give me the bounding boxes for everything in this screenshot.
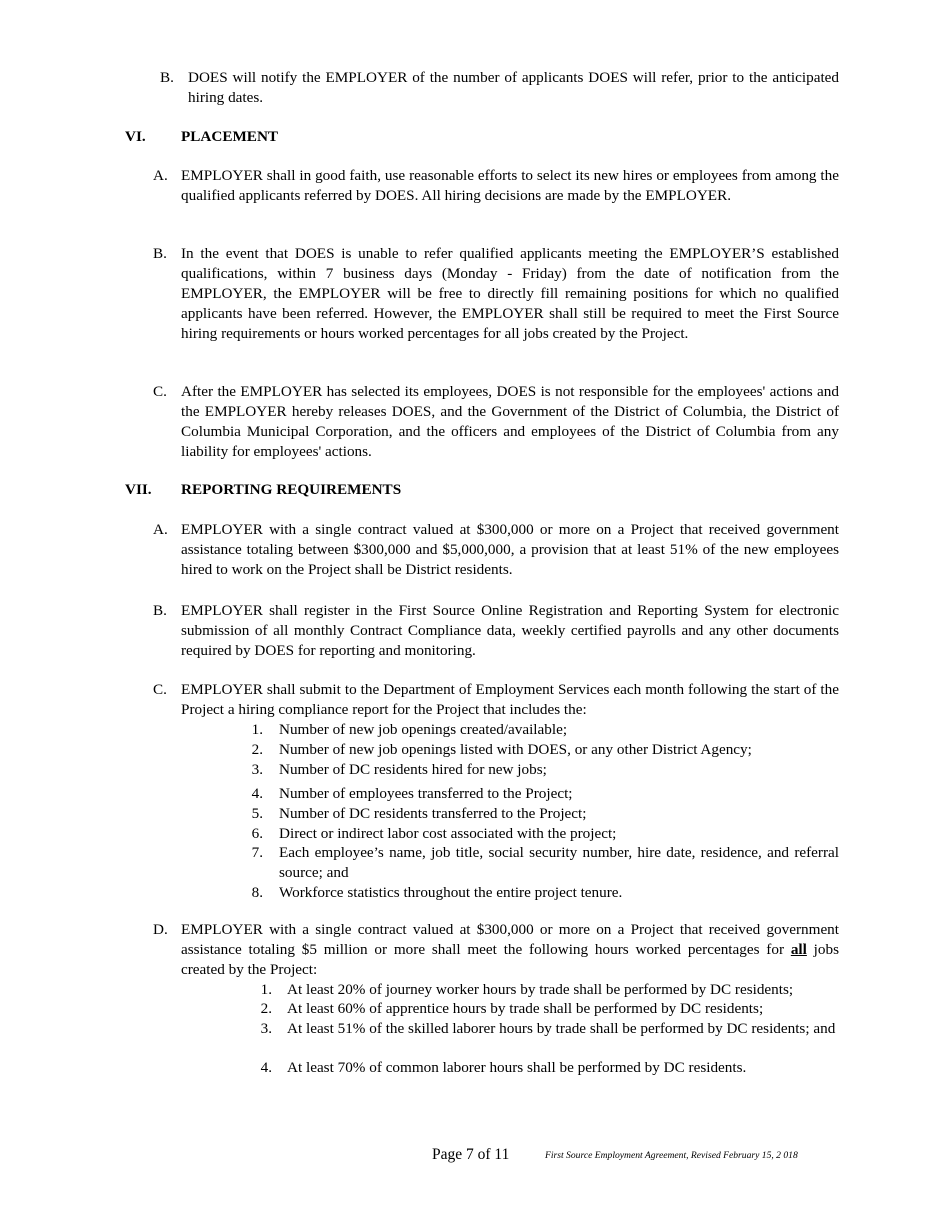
list-marker: 5. xyxy=(251,805,263,822)
list-item-text: EMPLOYER with a single contract valued at $300,000 or more on a Project that received government assistance totaling between $300,000 and $5,000,000, a provision that at least 51% of the new employees hired to work on the Project shall be District residents. xyxy=(181,521,839,578)
list-item-text: Number of employees transferred to the Project; xyxy=(279,785,573,802)
list-item-text: After the EMPLOYER has selected its employees, DOES is not responsible for the employees' actions and the EMPLOYER hereby releases DOES, and the Government of the District of Columbia, the District of Columbia Municipal Corporation, and the officers and employees of the District of Columbia from any liability for employees' actions. xyxy=(181,383,839,460)
list-item-text: Number of new job openings created/available; xyxy=(279,721,568,738)
list-item-text: Number of DC residents hired for new jobs; xyxy=(279,761,547,778)
list-marker: C. xyxy=(153,681,167,698)
list-marker: 8. xyxy=(251,884,263,901)
text-segment: jobs created by the Project: xyxy=(181,941,839,978)
list-marker: 3. xyxy=(251,761,263,778)
list-item-text: DOES will notify the EMPLOYER of the number of applicants DOES will refer, prior to the anticipated hiring dates. xyxy=(188,69,839,106)
list-marker: B. xyxy=(160,69,174,86)
list-marker: 7. xyxy=(251,844,263,861)
list-item-text: Each employee’s name, job title, social security number, hire date, residence, and referral source; and xyxy=(279,844,839,881)
list-item-text: Number of DC residents transferred to the Project; xyxy=(279,805,587,822)
list-item-text: Workforce statistics throughout the entire project tenure. xyxy=(279,884,623,901)
list-item-text: At least 60% of apprentice hours by trade shall be performed by DC residents; xyxy=(287,1000,764,1017)
text-segment: EMPLOYER with a single contract valued at $300,000 or more on a Project that received government assistance totaling $5 million or more shall meet the following hours worked percentages for xyxy=(181,921,839,958)
list-marker: A. xyxy=(153,521,168,538)
list-item-text: At least 51% of the skilled laborer hours by trade shall be performed by DC residents; and xyxy=(287,1020,836,1037)
list-marker: 4. xyxy=(251,785,263,802)
list-marker: 1. xyxy=(251,721,263,738)
revision-note: First Source Employment Agreement, Revised February 15, 2 018 xyxy=(545,1150,798,1161)
list-item-text: At least 20% of journey worker hours by trade shall be performed by DC residents; xyxy=(287,981,794,998)
list-item-text: Number of new job openings listed with DOES, or any other District Agency; xyxy=(279,741,752,758)
list-marker: 2. xyxy=(251,741,263,758)
section-number: VII. xyxy=(125,481,152,498)
list-marker: 1. xyxy=(260,981,272,998)
list-item-text: EMPLOYER shall in good faith, use reasonable efforts to select its new hires or employees from among the qualified applicants referred by DOES. All hiring decisions are made by the EMPLOYER. xyxy=(181,167,839,204)
list-marker: B. xyxy=(153,245,167,262)
list-marker: 6. xyxy=(251,825,263,842)
list-marker: 2. xyxy=(260,1000,272,1017)
list-marker: 4. xyxy=(260,1059,272,1076)
list-item-text: In the event that DOES is unable to refer qualified applicants meeting the EMPLOYER’S established qualifications, within 7 business days (Monday - Friday) from the date of notification from the EMPLOYER, the EMPLOYER will be free to directly fill remaining positions for which no qualified applicants have been referred. However, the EMPLOYER shall still be required to meet the First Source hiring requirements or hours worked percentages for all jobs created by the Project. xyxy=(181,245,839,342)
section-title: PLACEMENT xyxy=(181,128,279,145)
list-item-text xyxy=(181,920,839,980)
list-marker: C. xyxy=(153,383,167,400)
list-marker: A. xyxy=(153,167,168,184)
section-number: VI. xyxy=(125,128,146,145)
list-item-text: Direct or indirect labor cost associated with the project; xyxy=(279,825,617,842)
section-title: REPORTING REQUIREMENTS xyxy=(181,481,402,498)
list-item-text: EMPLOYER shall register in the First Source Online Registration and Reporting System for electronic submission of all monthly Contract Compliance data, weekly certified payrolls and any other documents required by DOES for reporting and monitoring. xyxy=(181,602,839,659)
list-item-text: At least 70% of common laborer hours shall be performed by DC residents. xyxy=(287,1059,747,1076)
list-marker: D. xyxy=(153,921,168,938)
page-number: Page 7 of 11 xyxy=(432,1146,510,1163)
list-marker: 3. xyxy=(260,1020,272,1037)
emphasis-all: all xyxy=(790,941,807,958)
list-marker: B. xyxy=(153,602,167,619)
list-item-text: EMPLOYER shall submit to the Department of Employment Services each month following the start of the Project a hiring compliance report for the Project that includes the: xyxy=(181,681,839,718)
